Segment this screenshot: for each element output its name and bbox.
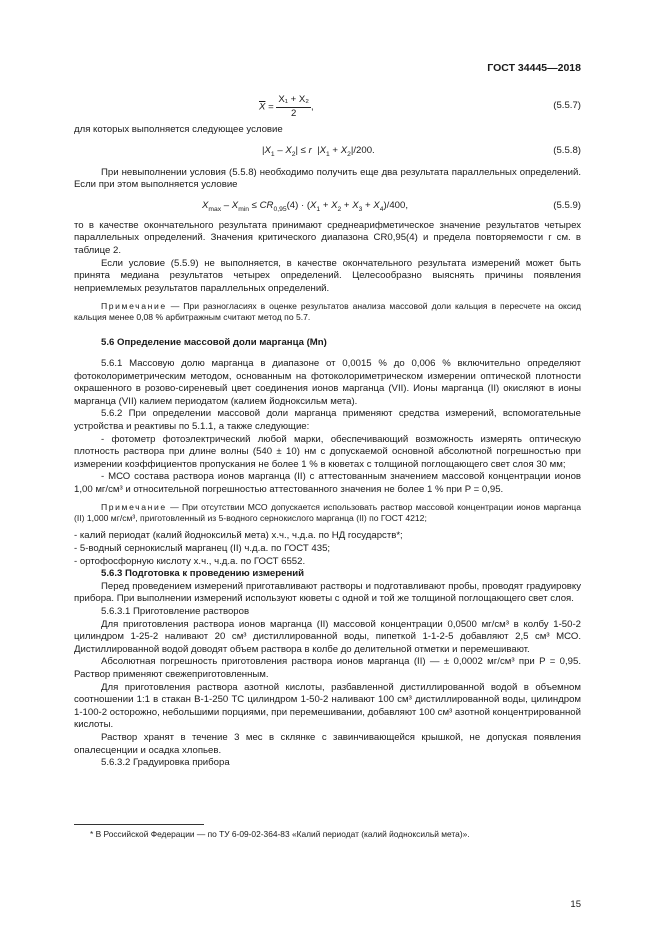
formula-number: (5.5.8) — [553, 144, 581, 156]
formula-5-5-9: $X_{max} - X_{min} \le CR_{0,95}(4) \cdot (X_1 + X_2 + X_3 + X_4)/400$, (5.5.9) — [202, 199, 581, 213]
paragraph: Для приготовления раствора ионов марганца (II) массовой концентрации 0,0500 мг/см³ в колбу 1-50-2 цилиндром 1-25-2 наливают 20 см³ дистиллированной воды, пипеткой 1-1-2-5 добавляют 2,5 см³ МСО. Дистиллированной водой доводят объем раствора в колбе до делительной отметки и перемешивают. — [74, 618, 581, 655]
paragraph: для которых выполняется следующее условие — [74, 124, 283, 135]
section-heading: 5.6 Определение массовой доли марганца (Mn) — [101, 337, 327, 349]
paragraph: то в качестве окончательного результата принимают среднеарифметическое значение результатов четырех параллельных определений. Значения критического диапазона CR0,95(4) и предела повторяемости r см. в таблице 2. — [74, 219, 581, 256]
paragraph: Если условие (5.5.9) не выполняется, в качестве окончательного результата измерений может быть принята медиана результатов четырех определений. Целесообразно выяснять причины появления неприемлемых результатов параллельных определений. — [74, 257, 581, 294]
formula-number: (5.5.9) — [553, 199, 581, 211]
paragraph: При невыполнении условия (5.5.8) необходимо получить еще два результата параллельных определений. Если при этом выполняется условие — [74, 166, 581, 191]
list-item: - МСО состава раствора ионов марганца (II) с аттестованным значением массовой концентрации ионов 1,00 мг/см³ и относительной погрешностью аттестованного значения не более 1 % при P = 0,95. — [74, 471, 581, 495]
page-number: 15 — [570, 899, 581, 910]
document-body — [74, 92, 581, 770]
paragraph: 5.6.2 При определении массовой доли марганца применяют средства измерений, вспомогательные устройства и реактивы по 5.1.1, а также следующие: — [74, 408, 581, 432]
paragraph: Перед проведением измерений приготавливают растворы и подготавливают пробы, проводят градуировку прибора. При выполнении измерений используют кюветы с одной и той же толщиной поглощающего свет слоя. — [74, 580, 581, 605]
document-header: ГОСТ 34445—2018 — [487, 62, 581, 74]
list-item: - фотометр фотоэлектрический любой марки, обеспечивающий возможность измерять оптическую плотность раствора при длине волны (540 ± 10) нм с допускаемой основной абсолютной погрешностью при измерении коэффициентов пропускания не более 1 % в кюветах с толщиной поглощающего свет слоя 30 мм; — [74, 433, 581, 470]
formula-number: (5.5.7) — [553, 100, 581, 111]
paragraph: 5.6.3.1 Приготовление растворов — [101, 606, 250, 618]
note: Примечание — При отсутствии МСО допускается использовать раствор массовой концентрации ионов марганца (II) 1,000 мг/см³, приготовленный из 5-водного сернокислого марганца (II) по ГОСТ 4212; — [74, 502, 581, 524]
paragraph: 5.6.1 Массовую долю марганца в диапазоне от 0,0015 % до 0,006 % включительно определяют фотоколориметрическим методом, основанным на фотоколориметрическом измерении оптической плотности окрашенного в розово-сиреневый цвет соединения ионов марганца (VII). Ионы марганца (II) окисляют в ионы марганца (VII) калием периодатом (калием йодноксильм мета). — [74, 357, 581, 407]
paragraph: Для приготовления раствора азотной кислоты, разбавленной дистиллированной водой в объемном соотношении 1:1 в стакан В-1-250 ТС цилиндром 1-50-2 наливают 100 см³ дистиллированной воды, цилиндром 1-100-2 осторожно, небольшими порциями, при перемешивании, добавляют 100 см³ азотной концентрированной кислоты. — [74, 681, 581, 731]
formula-5-5-7: $\overline{X}$ = $\frac{\text{X₁ + X₂}}{2}$ , (5.5.7) — [259, 94, 581, 119]
formula-5-5-8: $|X_1 - X_2| \le r$ $|X_1 + X_2|/200$. (5.5.8) — [262, 144, 581, 158]
footnote: * В Российской Федерации — по ТУ 6-09-02-364-83 «Калий периодат (калий йодноксильй мета)». — [90, 829, 470, 839]
subsection-heading: 5.6.3 Подготовка к проведению измерений — [101, 568, 305, 580]
footnote-divider — [74, 824, 204, 825]
list-item: - 5-водный сернокислый марганец (II) ч.д.а. по ГОСТ 435; — [74, 543, 331, 555]
paragraph: 5.6.3.2 Градуировка прибора — [101, 757, 230, 769]
paragraph: Раствор хранят в течение 3 мес в склянке с завинчивающейся крышкой, не допуская появления опалесценции и осадка хлопьев. — [74, 731, 581, 756]
paragraph: Абсолютная погрешность приготовления раствора ионов марганца (II) — ± 0,0002 мг/см³ при P = 0,95. Раствор применяют свежеприготовленным. — [74, 656, 581, 680]
list-item: - калий периодат (калий йодноксильй мета) х.ч., ч.д.а. по НД государств*; — [74, 530, 403, 542]
note: Примечание — При разногласиях в оценке результатов анализа массовой доли кальция в пересчете на оксид кальция менее 0,08 % арбитражным считают метод по 5.7. — [74, 301, 581, 323]
list-item: - ортофосфорную кислоту х.ч., ч.д.а. по ГОСТ 6552. — [74, 555, 306, 567]
